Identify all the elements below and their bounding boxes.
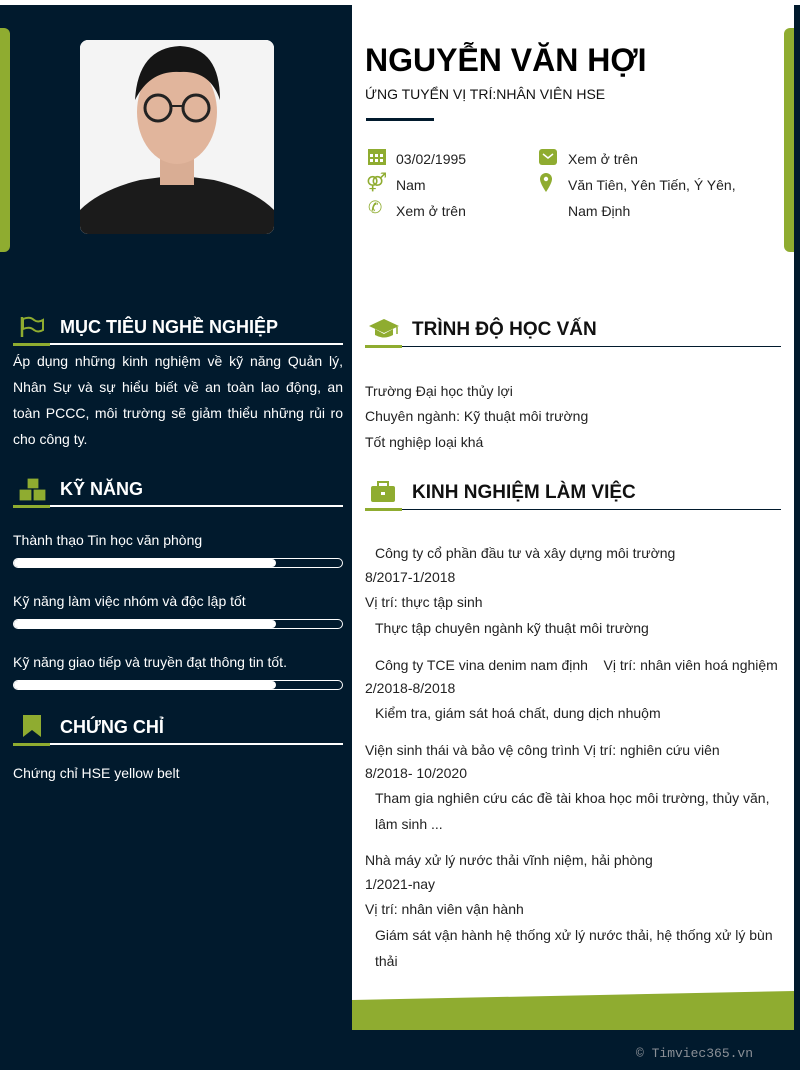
skills-divider <box>13 505 343 507</box>
phone-icon: ✆ <box>368 198 383 217</box>
gender-icon: ⚤ <box>366 172 388 192</box>
address-line1: Văn Tiên, Yên Tiến, Ý Yên, <box>568 177 736 193</box>
skill-bar <box>13 619 343 629</box>
gender: Nam <box>396 177 426 193</box>
experience-description: lâm sinh ... <box>375 816 443 832</box>
experience-role: Vị trí: nhân viên vận hành <box>365 901 524 917</box>
skill-name: Thành thạo Tin học văn phòng <box>13 532 203 548</box>
skills-title: KỸ NĂNG <box>60 479 144 499</box>
certificate-item: Chứng chỉ HSE yellow belt <box>13 765 180 781</box>
experience-description: Giám sát vận hành hệ thống xử lý nước thải, hệ thống xử lý bùn <box>375 927 773 943</box>
experience-period: 8/2017-1/2018 <box>365 569 456 585</box>
experience-company: Công ty cổ phần đầu tư và xây dựng môi trường <box>375 545 676 561</box>
education-title: TRÌNH ĐỘ HỌC VẤN <box>412 319 597 340</box>
experience-description: Tham gia nghiên cứu các đề tài khoa học môi trường, thủy văn, <box>375 790 770 806</box>
phone: Xem ở trên <box>396 203 466 219</box>
experience-description: thải <box>375 953 398 969</box>
objective-text: Áp dụng những kinh nghiệm về kỹ năng Quản lý, Nhân Sự và sự hiểu biết về an toàn lao động, an toàn PCCC, môi trường sẽ giảm thiểu những rủi ro cho công ty. <box>13 353 343 447</box>
experience-company: Công ty TCE vina denim nam định Vị trí: nhân viên hoá nghiệm <box>375 657 778 673</box>
birthday: 03/02/1995 <box>396 151 467 167</box>
experience-divider <box>365 509 781 510</box>
education-line: Trường Đại học thủy lợi <box>365 383 513 399</box>
experience-title: KINH NGHIỆM LÀM VIỆC <box>412 482 636 503</box>
applied-position: ỨNG TUYỂN VỊ TRÍ:NHÂN VIÊN HSE <box>365 86 606 102</box>
briefcase-icon <box>370 481 396 508</box>
experience-company: Viện sinh thái và bảo vệ công trình Vị trí: nghiên cứu viên <box>365 742 720 758</box>
skill-bar-fill <box>14 681 276 689</box>
calendar-icon <box>367 146 387 171</box>
right-accent-bar <box>784 28 794 252</box>
cubes-icon <box>18 477 48 508</box>
email-icon <box>538 148 558 171</box>
education-line: Chuyên ngành: Kỹ thuật môi trường <box>365 408 589 424</box>
skill-name: Kỹ năng giao tiếp và truyền đạt thông tin tốt. <box>13 654 287 670</box>
footer-copyright: © Timviec365.vn <box>636 1046 754 1061</box>
graduation-cap-icon <box>368 318 400 345</box>
skill-name: Kỹ năng làm việc nhóm và độc lập tốt <box>13 593 246 609</box>
skill-bar-fill <box>14 559 276 567</box>
experience-role: Vị trí: thực tập sinh <box>365 594 483 610</box>
left-accent-bar <box>0 28 10 252</box>
certificates-title: CHỨNG CHỈ <box>60 717 164 737</box>
location-pin-icon <box>539 173 553 198</box>
certificates-divider <box>13 743 343 745</box>
experience-description: Thực tập chuyên ngành kỹ thuật môi trường <box>375 620 649 636</box>
skill-bar-fill <box>14 620 276 628</box>
profile-photo <box>80 40 274 234</box>
experience-period: 1/2021-nay <box>365 876 436 892</box>
header-divider <box>366 118 434 121</box>
education-divider <box>365 346 781 347</box>
experience-period: 2/2018-8/2018 <box>365 680 456 696</box>
education-line: Tốt nghiệp loại khá <box>365 434 484 450</box>
experience-period: 8/2018- 10/2020 <box>365 765 467 781</box>
bookmark-icon <box>23 715 41 742</box>
flag-icon <box>20 316 46 343</box>
experience-description: Kiểm tra, giám sát hoá chất, dung dịch nhuộm <box>375 705 661 721</box>
objective-divider <box>13 343 343 345</box>
address-line2: Nam Định <box>568 203 631 219</box>
skill-bar <box>13 680 343 690</box>
email: Xem ở trên <box>568 151 638 167</box>
experience-company: Nhà máy xử lý nước thải vĩnh niệm, hải phòng <box>365 852 653 868</box>
skill-bar <box>13 558 343 568</box>
objective-title: MỤC TIÊU NGHỀ NGHIỆP <box>60 317 279 337</box>
candidate-name: NGUYỄN VĂN HỢI <box>365 42 647 78</box>
